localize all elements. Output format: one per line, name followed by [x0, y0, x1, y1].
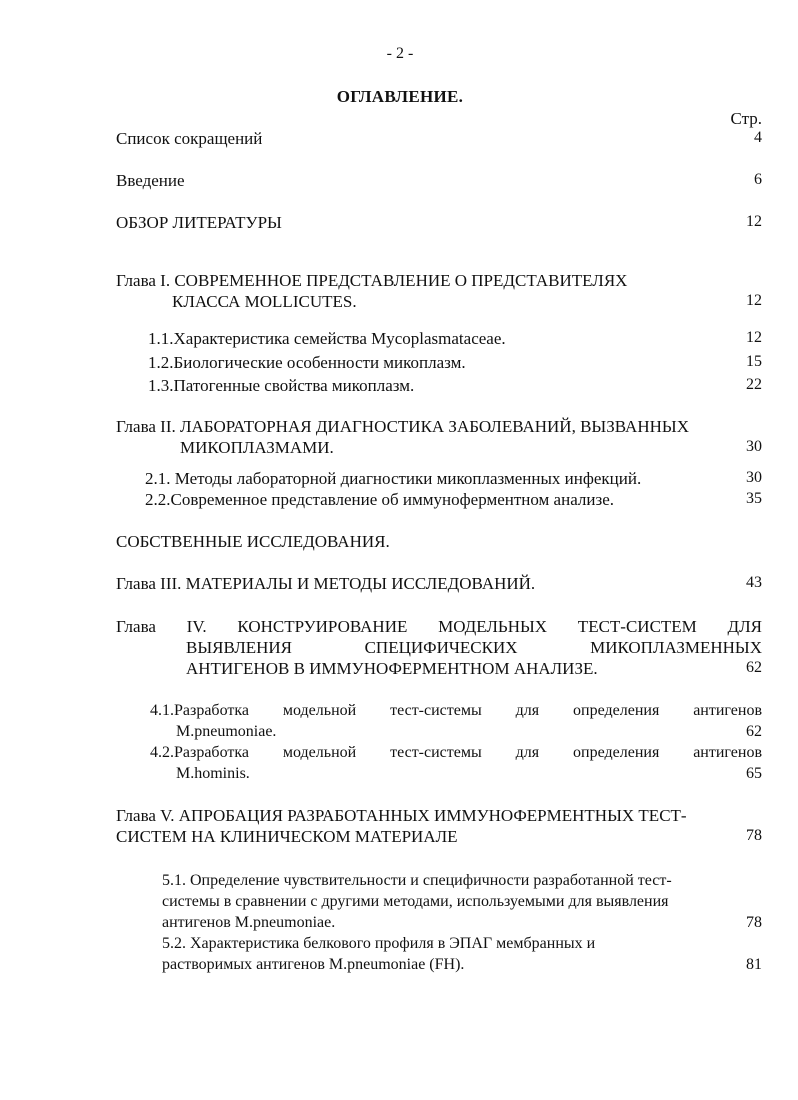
page-column-label: Стр. [730, 109, 762, 128]
toc-entry-section-1-1: 1.1.Характеристика семейства Mycoplasmataceae. [148, 329, 506, 348]
toc-page-chapter-4: 62 [746, 659, 762, 676]
toc-entry-chapter-1-line1: Глава I. СОВРЕМЕННОЕ ПРЕДСТАВЛЕНИЕ О ПРЕДСТАВИТЕЛЯХ [116, 271, 628, 290]
toc-page-section-2-2: 35 [746, 490, 762, 507]
toc-page-section-4-2: 65 [746, 765, 762, 782]
toc-entry-chapter-3: Глава III. МАТЕРИАЛЫ И МЕТОДЫ ИССЛЕДОВАНИЙ. [116, 574, 536, 593]
toc-entry-section-5-1-line1: 5.1. Определение чувствительности и специфичности разработанной тест- [162, 872, 672, 889]
toc-entry-introduction: Введение [116, 171, 185, 190]
section-4-2-line1-text: 4.2.Разработка модельной тест-системы для определения антигенов [150, 744, 762, 761]
page-number: - 2 - [386, 45, 414, 62]
toc-entry-section-4-1-line2: M.pneumoniae. [176, 723, 277, 740]
toc-entry-section-4-1-line1 [150, 703, 762, 719]
toc-entry-section-5-2-line2: растворимых антигенов M.pneumoniae (FH). [162, 956, 465, 973]
toc-entry-section-5-1-line3: антигенов M.pneumoniae. [162, 914, 336, 931]
toc-entry-chapter-2-line2: МИКОПЛАЗМАМИ. [180, 438, 334, 457]
toc-page-section-2-1: 30 [746, 469, 762, 486]
toc-entry-abbreviations: Список сокращений [116, 129, 263, 148]
toc-entry-chapter-4-line2 [186, 639, 762, 656]
toc-entry-section-1-3: 1.3.Патогенные свойства микоплазм. [148, 376, 415, 395]
toc-page-section-1-3: 22 [746, 376, 762, 393]
chapter-4-line2-text: ВЫЯВЛЕНИЯ СПЕЦИФИЧЕСКИХ МИКОПЛАЗМЕННЫХ [186, 638, 762, 657]
toc-page-introduction: 6 [754, 171, 762, 188]
toc-entry-section-4-2-line1 [150, 745, 762, 761]
toc-entry-chapter-4-line1 [116, 618, 762, 635]
toc-page-chapter-2: 30 [746, 438, 762, 455]
toc-page-literature-review: 12 [746, 213, 762, 230]
toc-page-section-1-2: 15 [746, 353, 762, 370]
toc-page-abbreviations: 4 [754, 129, 762, 146]
toc-entry-section-5-1-line2: системы в сравнении с другими методами, используемыми для выявления [162, 893, 669, 910]
toc-entry-literature-review: ОБЗОР ЛИТЕРАТУРЫ [116, 213, 282, 232]
toc-title: ОГЛАВЛЕНИЕ. [336, 87, 464, 106]
toc-entry-section-2-1: 2.1. Методы лабораторной диагностики микоплазменных инфекций. [145, 469, 642, 488]
toc-page-section-5-2: 81 [746, 956, 762, 973]
toc-entry-chapter-4-line3: АНТИГЕНОВ В ИММУНОФЕРМЕНТНОМ АНАЛИЗЕ. [186, 659, 598, 678]
section-4-1-line1-text: 4.1.Разработка модельной тест-системы для определения антигенов [150, 702, 762, 719]
toc-page-section-4-1: 62 [746, 723, 762, 740]
toc-page-chapter-5: 78 [746, 827, 762, 844]
toc-entry-own-research: СОБСТВЕННЫЕ ИССЛЕДОВАНИЯ. [116, 532, 390, 551]
toc-entry-section-1-2: 1.2.Биологические особенности микоплазм. [148, 353, 466, 372]
toc-entry-chapter-2-line1: Глава II. ЛАБОРАТОРНАЯ ДИАГНОСТИКА ЗАБОЛЕВАНИЙ, ВЫЗВАННЫХ [116, 417, 689, 436]
toc-entry-chapter-5-line1: Глава V. АПРОБАЦИЯ РАЗРАБОТАННЫХ ИММУНОФЕРМЕНТНЫХ ТЕСТ- [116, 806, 687, 825]
toc-entry-section-4-2-line2: M.hominis. [176, 765, 250, 782]
chapter-4-line1-text: Глава IV. КОНСТРУИРОВАНИЕ МОДЕЛЬНЫХ ТЕСТ-СИСТЕМ ДЛЯ [116, 617, 762, 636]
toc-entry-chapter-1-line2: КЛАССА MOLLICUTES. [172, 292, 357, 311]
toc-page-chapter-3: 43 [746, 574, 762, 591]
toc-entry-section-2-2: 2.2.Современное представление об иммуноферментном анализе. [145, 490, 614, 509]
toc-page-chapter-1: 12 [746, 292, 762, 309]
toc-entry-chapter-5-line2: СИСТЕМ НА КЛИНИЧЕСКОМ МАТЕРИАЛЕ [116, 827, 458, 846]
toc-entry-section-5-2-line1: 5.2. Характеристика белкового профиля в ЭПАГ мембранных и [162, 935, 596, 952]
toc-page-section-5-1: 78 [746, 914, 762, 931]
toc-page-section-1-1: 12 [746, 329, 762, 346]
